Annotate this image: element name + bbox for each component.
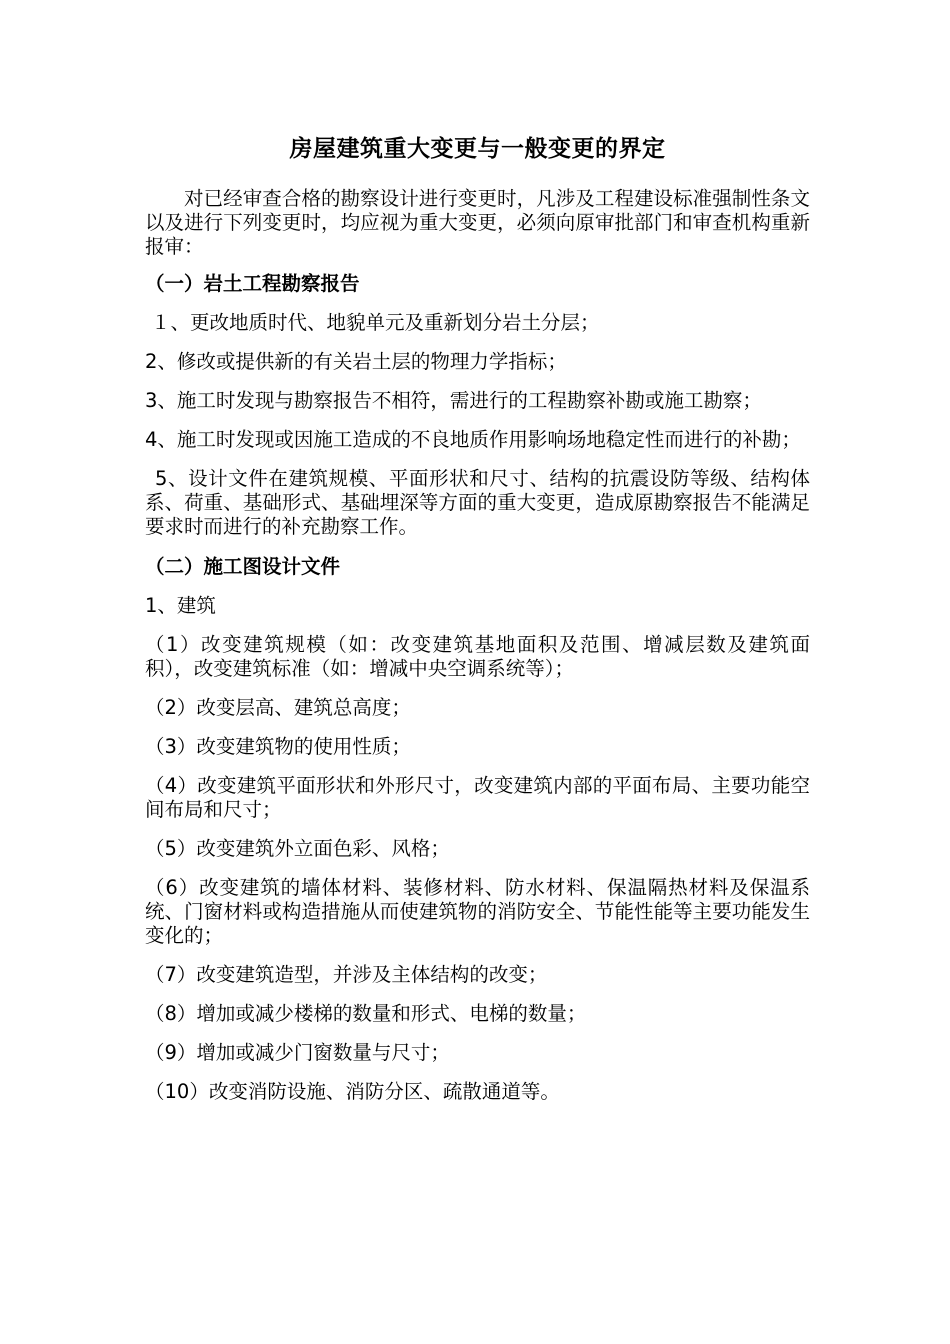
document-page bbox=[145, 130, 810, 1119]
list-item: （1）改变建筑规模（如：改变建筑基地面积及范围、增减层数及建筑面积），改变建筑标准（如：增减中央空调系统等）； bbox=[145, 633, 810, 680]
list-item: 4、施工时发现或因施工造成的不良地质作用影响场地稳定性而进行的补勘； bbox=[145, 428, 801, 451]
list-item: （9）增加或减少门窗数量与尺寸； bbox=[145, 1041, 450, 1064]
sub-heading-architecture: 1、建筑 bbox=[145, 594, 216, 617]
list-item: （3）改变建筑物的使用性质； bbox=[145, 735, 411, 758]
document-title: 房屋建筑重大变更与一般变更的界定 bbox=[289, 135, 666, 162]
section-heading-construction-drawings: （二）施工图设计文件 bbox=[145, 555, 341, 578]
list-item: （6）改变建筑的墙体材料、装修材料、防水材料、保温隔热材料及保温系统、门窗材料或构造措施从而使建筑物的消防安全、节能性能等主要功能发生变化的； bbox=[145, 876, 810, 947]
list-item: 3、施工时发现与勘察报告不相符，需进行的工程勘察补勘或施工勘察； bbox=[145, 389, 762, 412]
list-item: （10）改变消防设施、消防分区、疏散通道等。 bbox=[145, 1080, 560, 1103]
list-item: 2、修改或提供新的有关岩土层的物理力学指标； bbox=[145, 350, 567, 373]
list-item: （8）增加或减少楼梯的数量和形式、电梯的数量； bbox=[145, 1002, 587, 1025]
list-item: （7）改变建筑造型，并涉及主体结构的改变； bbox=[145, 963, 548, 986]
list-item: 5、设计文件在建筑规模、平面形状和尺寸、结构的抗震设防等级、结构体系、荷重、基础形式、基础埋深等方面的重大变更，造成原勘察报告不能满足要求时而进行的补充勘察工作。 bbox=[145, 467, 810, 538]
list-item: （4）改变建筑平面形状和外形尺寸，改变建筑内部的平面布局、主要功能空间布局和尺寸； bbox=[145, 774, 810, 821]
list-item: （5）改变建筑外立面色彩、风格； bbox=[145, 837, 450, 860]
list-item: １、更改地质时代、地貌单元及重新划分岩土分层； bbox=[151, 311, 600, 334]
intro-paragraph: 对已经审查合格的勘察设计进行变更时，凡涉及工程建设标准强制性条文以及进行下列变更时，均应视为重大变更，必须向原审批部门和审查机构重新报审： bbox=[145, 187, 810, 258]
list-item: （2）改变层高、建筑总高度； bbox=[145, 696, 411, 719]
section-heading-survey-report: （一）岩土工程勘察报告 bbox=[145, 272, 360, 295]
